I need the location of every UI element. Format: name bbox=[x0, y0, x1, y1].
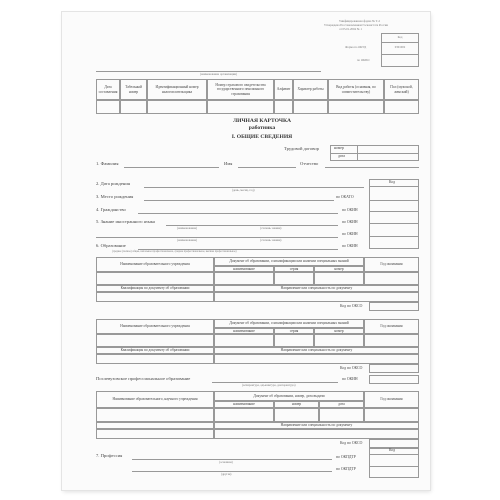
birthplace-line[interactable] bbox=[144, 200, 334, 201]
contract-number: номер bbox=[334, 146, 344, 150]
okin-label-1: по ОКИН bbox=[342, 208, 358, 212]
name-label: Имя bbox=[224, 161, 233, 166]
language-label: 5. Знание иностранного языка bbox=[96, 219, 155, 224]
org-caption: (наименование организации) bbox=[200, 72, 237, 76]
edu2-series: серия bbox=[274, 328, 314, 334]
top-col-date: Дата составления bbox=[96, 79, 120, 100]
sci-date: дата bbox=[319, 401, 364, 408]
code-header-2: Код bbox=[389, 448, 396, 452]
profession-other-caption: (другая) bbox=[221, 472, 232, 476]
card-title: ЛИЧНАЯ КАРТОЧКА bbox=[232, 118, 292, 124]
patronymic-label: Отчество bbox=[300, 161, 319, 166]
okso-label-3: Код по ОКСО bbox=[340, 441, 363, 445]
surname-line[interactable] bbox=[124, 167, 219, 168]
lang-caption-1: (наименование) bbox=[177, 226, 198, 230]
code-label: Код bbox=[397, 35, 403, 39]
okpo-label: по ОКПО bbox=[357, 58, 370, 62]
lang-caption-4: (степень знания) bbox=[260, 238, 282, 242]
top-col-alphabet: Алфавит bbox=[274, 79, 293, 100]
name-line[interactable] bbox=[238, 167, 296, 168]
edu2-institution: Наименование образовательного учреждения bbox=[96, 319, 214, 334]
okin-label-5: по ОКИН bbox=[342, 377, 358, 381]
profession-other-line[interactable] bbox=[132, 471, 332, 472]
top-col-work-type: Вид работы (основная, по совместительству) bbox=[328, 79, 384, 100]
approved-line-1: Утверждена Постановлением Госкомстата России bbox=[324, 23, 388, 27]
document-sheet bbox=[62, 12, 430, 490]
birth-label: 2. Дата рождения bbox=[96, 181, 130, 186]
top-col-snils: Номер страхового свидетельства государственного пенсионного страхования bbox=[207, 79, 274, 100]
edu2-number: номер bbox=[314, 328, 364, 334]
code-header: Код bbox=[389, 180, 396, 184]
top-col-work-nature: Характер работы bbox=[293, 79, 328, 100]
okpdtr-label-2: по ОКПДТР bbox=[336, 467, 356, 471]
contract-label: Трудовой договор bbox=[284, 146, 319, 151]
contract-date: дата bbox=[338, 154, 345, 158]
citizenship-line[interactable] bbox=[138, 213, 338, 214]
top-col-tab-number: Табельный номер bbox=[120, 79, 147, 100]
card-subtitle: работника bbox=[248, 125, 276, 131]
edu1-specialty: Направление или специальность по документу bbox=[214, 285, 419, 292]
top-col-sex: Пол (мужской, женский) bbox=[384, 79, 419, 100]
education-caption: (среднее (полное) общее, начальное профессиональное, среднее профессиональное, высшее профессиональное) bbox=[112, 250, 237, 253]
sci-number: номер bbox=[274, 401, 319, 408]
okin-label-3: по ОКИН bbox=[342, 232, 358, 236]
postgrad-caption: (аспирантура, адъюнктура, докторантура) bbox=[242, 383, 296, 387]
form-name: Унифицированная форма № Т-2 bbox=[339, 19, 381, 23]
birthplace-label: 3. Место рождения bbox=[96, 194, 134, 199]
lang-caption-2: (степень знания) bbox=[260, 226, 282, 230]
okato-label: по ОКАТО bbox=[336, 195, 354, 199]
sci-document: Документ об образовании, номер, дата выдачи bbox=[214, 391, 364, 401]
edu1-number: номер bbox=[314, 266, 364, 272]
surname-label: 1. Фамилия bbox=[96, 161, 119, 166]
postgrad-label: Послевузовское профессиональное образование bbox=[96, 376, 191, 381]
okpdtr-label-1: по ОКПДТР bbox=[336, 455, 356, 459]
lang-caption-3: (наименование) bbox=[177, 238, 198, 242]
edu1-doc-name: наименование bbox=[214, 266, 274, 272]
patronymic-line[interactable] bbox=[325, 167, 419, 168]
sci-doc-name: наименование bbox=[214, 401, 274, 408]
top-col-inn: Идентификационный номер налогоплательщика bbox=[147, 79, 207, 100]
sci-year: Год окончания bbox=[364, 391, 419, 408]
sci-specialty: Направление или специальность по документу bbox=[214, 422, 419, 429]
edu1-qualification: Квалификация по документу об образовании bbox=[96, 285, 214, 292]
sci-institution: Наименование образовательного, научного учреждения bbox=[96, 391, 214, 408]
section-title: I. ОБЩИЕ СВЕДЕНИЯ bbox=[231, 134, 293, 140]
education-label: 6. Образование bbox=[96, 243, 126, 248]
edu2-document: Документ об образовании, о квалификации или наличии специальных знаний bbox=[214, 319, 364, 328]
okso-label-1: Код по ОКСО bbox=[340, 304, 363, 308]
edu2-doc-name: наименование bbox=[214, 328, 274, 334]
profession-main-caption: (основная) bbox=[219, 460, 233, 464]
profession-label: 7. Профессия bbox=[96, 453, 123, 458]
citizenship-label: 4. Гражданство bbox=[96, 207, 126, 212]
codes-box bbox=[369, 179, 419, 249]
edu1-series: серия bbox=[274, 266, 314, 272]
edu1-institution: Наименование образовательного учреждения bbox=[96, 257, 214, 272]
okin-label-2: по ОКИН bbox=[342, 220, 358, 224]
edu1-year: Год окончания bbox=[364, 257, 419, 272]
approved-line-2: от 05.01.2004 № 1 bbox=[339, 27, 362, 31]
okso-label-2: Код по ОКСО bbox=[340, 366, 363, 370]
edu2-year: Год окончания bbox=[364, 319, 419, 334]
birth-caption: (день, месяц, год) bbox=[232, 188, 255, 192]
okin-label-4: по ОКИН bbox=[342, 244, 358, 248]
okud-label: Форма по ОКУД bbox=[345, 45, 367, 49]
edu2-specialty: Направление или специальность по документу bbox=[214, 347, 419, 354]
okud-code: 0301002 bbox=[394, 45, 406, 49]
edu1-document: Документ об образовании, о квалификации или наличии специальных знаний bbox=[214, 257, 364, 266]
edu2-qualification: Квалификация по документу об образовании bbox=[96, 347, 214, 354]
